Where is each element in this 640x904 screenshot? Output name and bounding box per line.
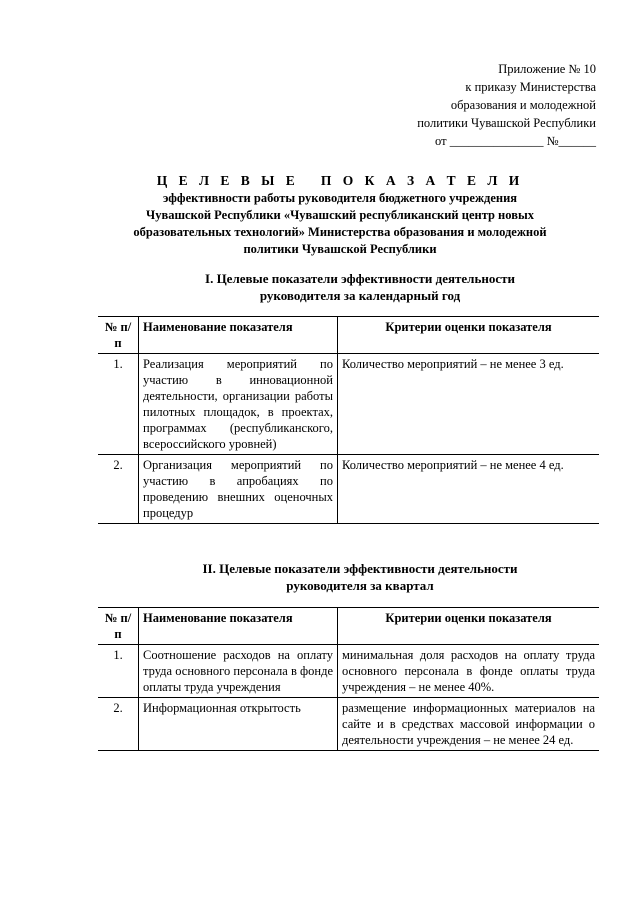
annex-line: политики Чувашской Республики [417, 116, 596, 130]
row-criteria: размещение информационных материалов на сайте и в средствах массовой информации о деятельности учреждения – не менее 24 ед. [342, 701, 595, 747]
row-name: Реализация мероприятий по участию в инновационной деятельности, организации работы пилотных площадок, в проектах, программах (республиканского, всероссийского уровней) [139, 354, 338, 455]
header-name: Наименование показателя [139, 317, 338, 354]
document-title [100, 172, 580, 258]
table-row [98, 698, 599, 751]
title-line: эффективности работы руководителя бюджетного учреждения [162, 191, 518, 205]
header-criteria: Критерии оценки показателя [385, 611, 552, 625]
row-num: 1. [98, 354, 139, 455]
row-name: Организация мероприятий по участию в апробациях по проведению внешних оценочных процедур [139, 455, 338, 524]
annex-line: к приказу Министерства [465, 80, 596, 94]
title-heading: Ц Е Л Е В Ы Е П О К А З А Т Е Л И [156, 173, 524, 188]
table-row [98, 354, 599, 455]
row-name: Информационная открытость [139, 698, 338, 751]
section2-table [98, 607, 599, 751]
row-num: 2. [98, 455, 139, 524]
row-num: 2. [98, 698, 139, 751]
row-criteria: Количество мероприятий – не менее 4 ед. [342, 458, 564, 472]
section1-title-line: руководителя за календарный год [259, 288, 461, 303]
title-line: политики Чувашской Республики [243, 242, 437, 256]
section2-title-line: руководителя за квартал [286, 578, 434, 593]
table-row [98, 455, 599, 524]
title-line: Чувашской Республики «Чувашский республиканский центр новых [146, 208, 534, 222]
annex-line: от _______________ №______ [435, 134, 596, 148]
section1-title [140, 270, 580, 304]
title-line: образовательных технологий» Министерства образования и молодежной [133, 225, 547, 239]
header-criteria: Критерии оценки показателя [385, 320, 552, 334]
row-num: 1. [98, 645, 139, 698]
section1-title-line: I. Целевые показатели эффективности деятельности [205, 271, 515, 286]
header-num: № п/п [98, 317, 139, 354]
row-criteria: минимальная доля расходов на оплату труда основного персонала в фонде оплаты труда учреждения – не менее 40%. [342, 648, 595, 694]
annex-line: Приложение № 10 [498, 62, 596, 76]
section1-table [98, 316, 599, 524]
table-row [98, 645, 599, 698]
annex-block [336, 60, 596, 150]
row-name: Соотношение расходов на оплату труда основного персонала в фонде оплаты труда учреждения [139, 645, 338, 698]
section2-title [140, 560, 580, 594]
header-num: № п/п [98, 608, 139, 645]
annex-line: образования и молодежной [450, 98, 596, 112]
section2-title-line: II. Целевые показатели эффективности деятельности [202, 561, 518, 576]
row-criteria: Количество мероприятий – не менее 3 ед. [342, 357, 564, 371]
header-name: Наименование показателя [139, 608, 338, 645]
